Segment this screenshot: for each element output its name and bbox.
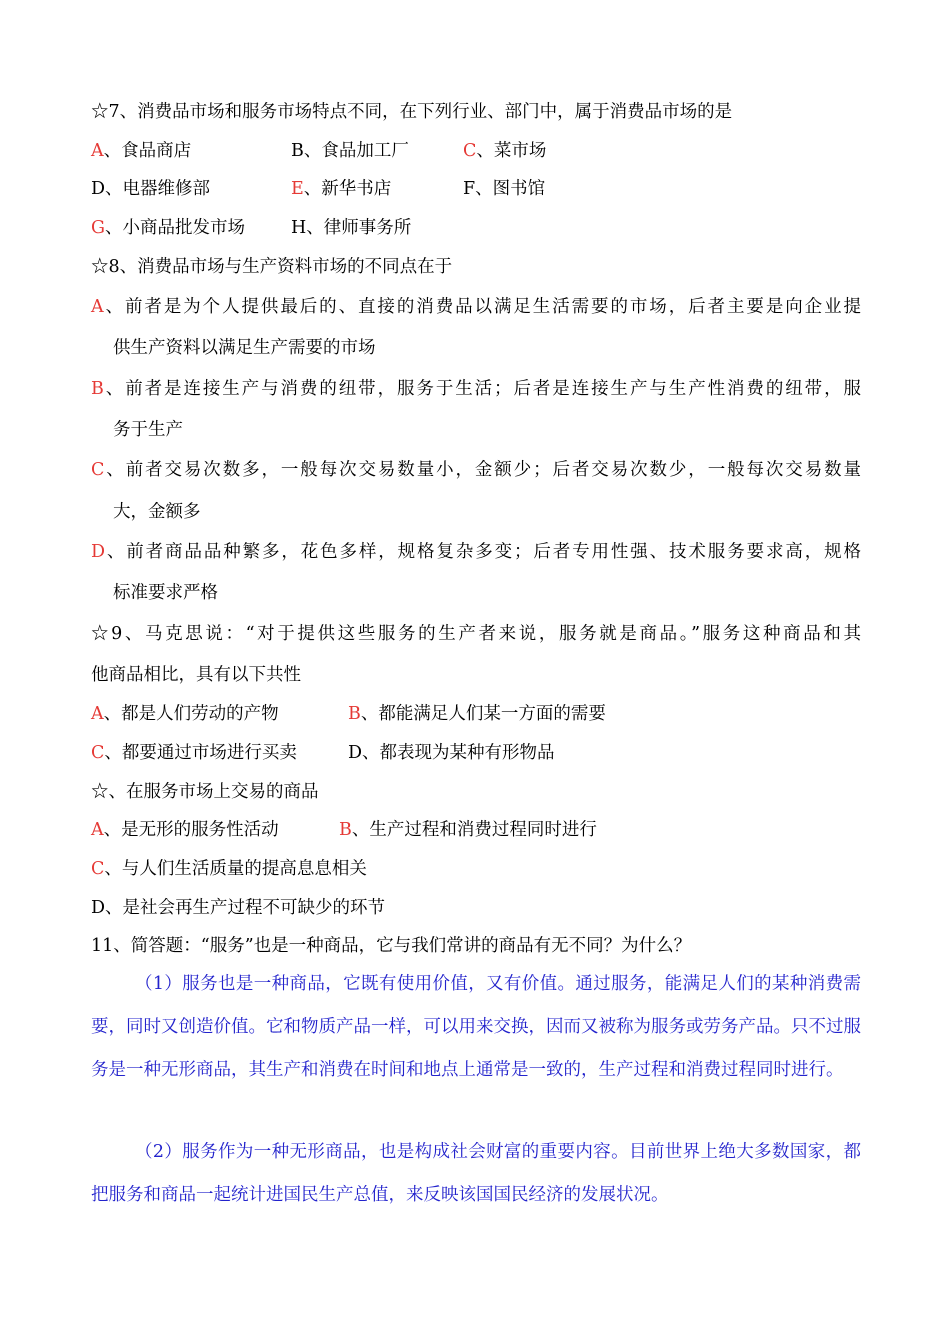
q7-option-c: C、菜市场 — [463, 141, 547, 161]
q9-option-a: A、都是人们劳动的产物 — [91, 704, 279, 724]
q7-option-a: A、食品商店 — [91, 141, 192, 161]
q7-option-b: B、食品加工厂 — [291, 141, 409, 161]
q7-option-f: F、图书馆 — [463, 179, 546, 199]
q8-option-d: D、前者商品品种繁多，花色多样，规格复杂多变；后者专用性强、技术服务要求高，规格 — [91, 542, 861, 562]
q9-stem: ☆9、马克思说：“对于提供这些服务的生产者来说，服务就是商品。”服务这种商品和其 — [91, 624, 861, 644]
q9-option-d: D、都表现为某种有形物品 — [348, 743, 555, 763]
q8-option-c-cont: 大，金额多 — [113, 502, 201, 522]
q9-option-c: C、都要通过市场进行买卖 — [91, 743, 297, 763]
q10-option-b: B、生产过程和消费过程同时进行 — [339, 820, 597, 840]
q11-stem: 11、简答题：“服务”也是一种商品，它与我们常讲的商品有无不同？为什么？ — [91, 936, 692, 956]
q7-option-h: H、律师事务所 — [291, 218, 412, 238]
q7-option-g: G、小商品批发市场 — [91, 218, 245, 238]
q10-option-c: C、与人们生活质量的提高息息相关 — [91, 859, 367, 879]
q8-option-a-cont: 供生产资料以满足生产需要的市场 — [113, 338, 376, 358]
q9-stem-cont: 他商品相比，具有以下共性 — [91, 665, 301, 685]
q10-option-d: D、是社会再生产过程不可缺少的环节 — [91, 898, 386, 918]
q8-option-b: B、前者是连接生产与消费的纽带，服务于生活；后者是连接生产与生产性消费的纽带，服 — [91, 379, 861, 399]
q8-option-a: A、前者是为个人提供最后的、直接的消费品以满足生活需要的市场，后者主要是向企业提 — [91, 297, 861, 317]
q8-option-d-cont: 标准要求严格 — [113, 583, 218, 603]
q7-option-d: D、电器维修部 — [91, 179, 211, 199]
q10-stem: ☆、在服务市场上交易的商品 — [91, 782, 319, 802]
q10-option-a: A、是无形的服务性活动 — [91, 820, 279, 840]
q8-option-c: C、前者交易次数多，一般每次交易数量小，金额少；后者交易次数少，一般每次交易数量 — [91, 460, 861, 480]
q8-option-b-cont: 务于生产 — [113, 420, 183, 440]
q7-option-e: E、新华书店 — [291, 179, 392, 199]
q11-answer-paragraph-1: （1）服务也是一种商品，它既有使用价值，又有价值。通过服务，能满足人们的某种消费需要，同时又创造价值。它和物质产品一样，可以用来交换，因而又被称为服务或劳务产品。只不过服务是一种无形商品，其生产和消费在时间和地点上通常是一致的，生产过程和消费过程同时进行。 — [91, 974, 861, 1080]
q9-option-b: B、都能满足人们某一方面的需要 — [348, 704, 606, 724]
q7-stem: ☆7、消费品市场和服务市场特点不同，在下列行业、部门中，属于消费品市场的是 — [91, 102, 733, 122]
q8-stem: ☆8、消费品市场与生产资料市场的不同点在于 — [91, 257, 453, 277]
q11-answer-paragraph-2: （2）服务作为一种无形商品，也是构成社会财富的重要内容。目前世界上绝大多数国家，都把服务和商品一起统计进国民生产总值，来反映该国国民经济的发展状况。 — [91, 1142, 861, 1205]
